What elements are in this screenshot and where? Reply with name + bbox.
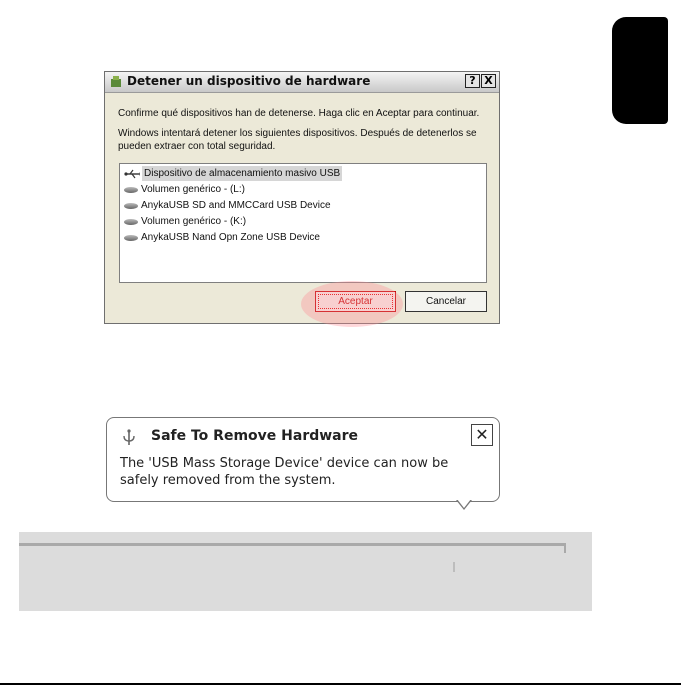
device-label: Dispositivo de almacenamiento masivo USB [144, 168, 341, 179]
list-item[interactable] [124, 166, 342, 181]
balloon-close-icon[interactable]: ✕ [471, 424, 493, 446]
drive-icon [124, 203, 138, 209]
list-item[interactable] [124, 182, 245, 197]
hardware-icon [109, 75, 123, 89]
balloon-message: The 'USB Mass Storage Device' device can now be safely removed from the system. [120, 456, 449, 488]
drive-icon [124, 219, 138, 225]
drive-icon [124, 235, 138, 241]
list-item[interactable] [124, 214, 246, 229]
device-label: Volumen genérico - (K:) [141, 216, 247, 227]
close-button[interactable]: X [481, 74, 496, 88]
band-divider [19, 543, 564, 546]
usb-tray-icon [121, 429, 137, 447]
device-label: AnykaUSB SD and MMCCard USB Device [141, 200, 331, 211]
cancel-button[interactable]: Cancelar [405, 291, 487, 312]
balloon-title: Safe To Remove Hardware [151, 428, 359, 444]
side-tab [612, 17, 668, 124]
title-bar [105, 72, 499, 93]
device-list[interactable] [119, 163, 487, 283]
drive-icon [124, 187, 138, 193]
help-button[interactable]: ? [465, 74, 480, 88]
band-mark [453, 562, 455, 572]
grey-band [19, 532, 592, 611]
device-label: Volumen genérico - (L:) [141, 184, 245, 195]
usb-icon [124, 169, 140, 179]
balloon-tail [456, 500, 472, 510]
remove-hardware-dialog [104, 71, 500, 324]
accept-button[interactable]: Aceptar [315, 291, 396, 312]
band-tick [564, 543, 566, 553]
instruction-text: Confirme qué dispositivos han de detenerse. Haga clic en Aceptar para continuar. [118, 108, 480, 119]
note-text-line2: pueden extraer con total seguridad. [118, 141, 276, 152]
dialog-title: Detener un dispositivo de hardware [127, 74, 371, 88]
list-item[interactable] [124, 230, 320, 245]
list-item[interactable] [124, 198, 331, 213]
notification-balloon [106, 417, 500, 502]
note-text-line1: Windows intentará detener los siguientes dispositivos. Después de detenerlos se [118, 128, 477, 139]
device-label: AnykaUSB Nand Opn Zone USB Device [141, 232, 320, 243]
accept-highlight [301, 281, 403, 327]
